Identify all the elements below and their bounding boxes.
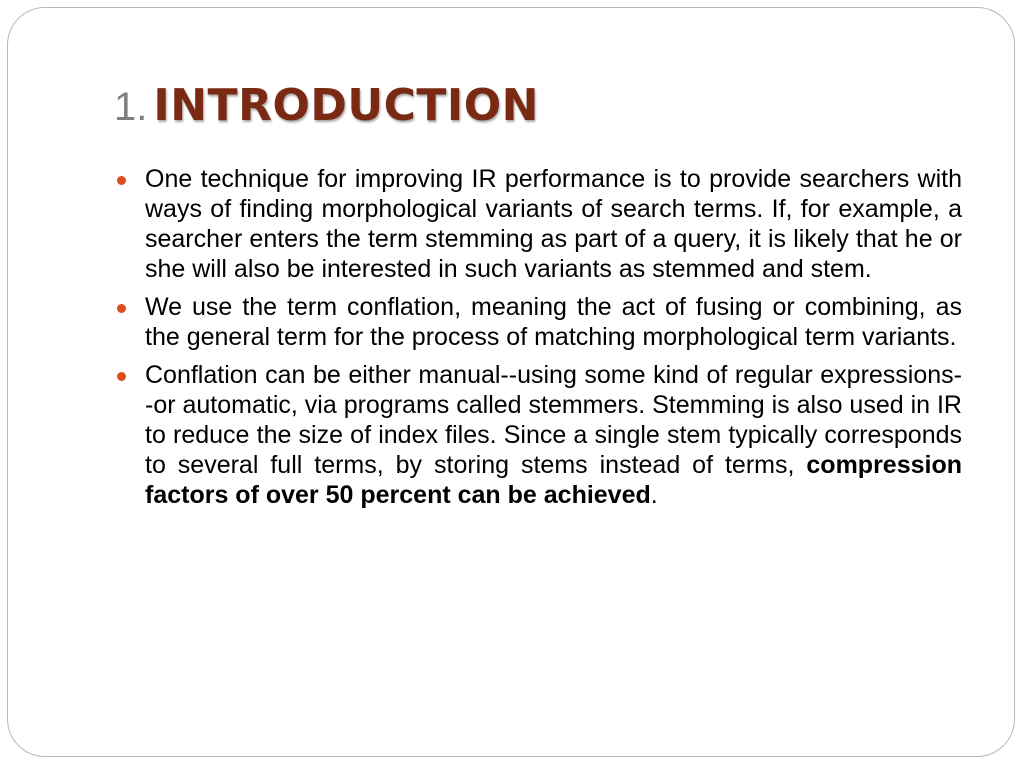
bullet-item-1 (114, 164, 962, 284)
slide-title (114, 80, 540, 131)
bullet-dot-icon (117, 176, 126, 185)
bullet-text (145, 360, 962, 510)
bullet-text-regular: Conflation can be either manual--using some kind of regular expressions--or automatic, via programs called stemmers. Stemming is also used in IR to reduce the size of index files. Since a single stem typically corresponds to several full terms, by storing stems instead of terms, (145, 361, 962, 479)
bullet-text-bold: compression factors of over 50 percent can be achieved (145, 451, 962, 509)
bullet-item-3 (114, 360, 962, 510)
bullet-text-trailing: . (650, 481, 658, 509)
bullet-text: We use the term conflation, meaning the act of fusing or combining, as the general term for the process of matching morphological term variants. (145, 293, 962, 351)
bullet-dot-icon (117, 304, 126, 313)
bullet-text: One technique for improving IR performance is to provide searchers with ways of finding morphological variants of search terms. If, for example, a searcher enters the term stemming as part of a query, it is likely that he or she will also be interested in such variants as stemmed and stem. (145, 165, 962, 283)
bullet-list (114, 164, 962, 518)
bullet-dot-icon (117, 372, 126, 381)
bullet-item-2 (114, 292, 962, 352)
title-number: 1. (114, 85, 148, 129)
title-text: INTRODUCTION (153, 80, 540, 131)
